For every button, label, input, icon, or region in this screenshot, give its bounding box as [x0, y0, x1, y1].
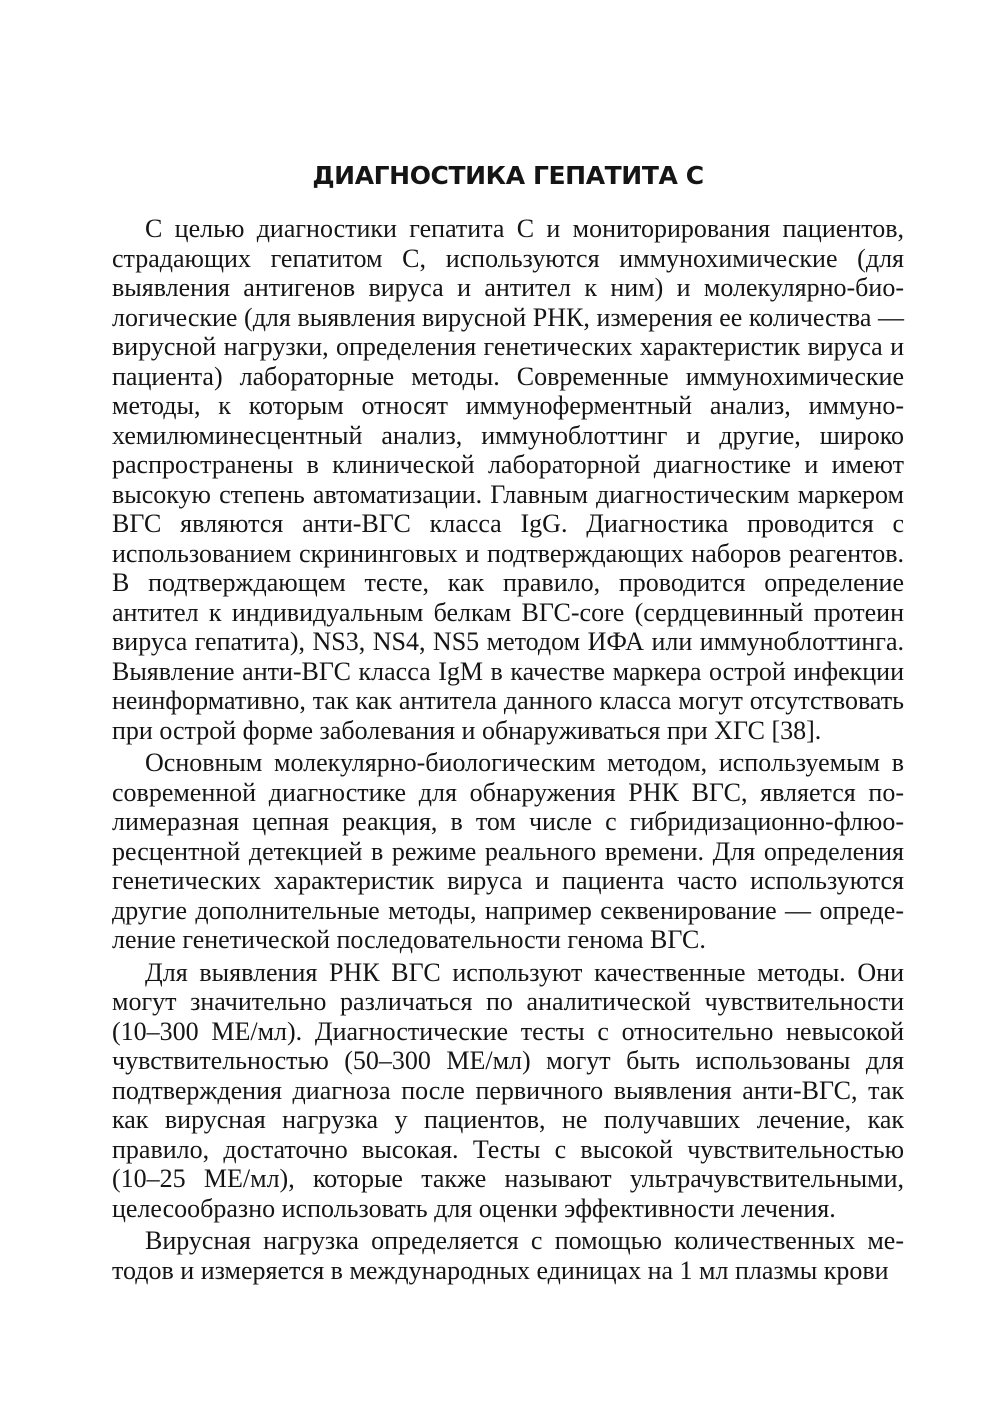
- paragraph-molecular-methods: Основным молекулярно-биологическим методом, используемым в современной диагностике для обнаружения РНК ВГС, является полимеразная цепная реакция, в том числе с гибридизационно-флюоресцентной детекцией в режиме реального времени. Для определения генетических характеристик вируса и пациента часто используются другие дополнительные методы, например секвенирование — определение генетической последовательности генома ВГС.: [112, 748, 904, 954]
- document-page: [112, 160, 904, 1285]
- paragraph-qualitative-methods: Для выявления РНК ВГС используют качественные методы. Они могут значительно различаться по аналитической чувствительности (10–300 МЕ/мл). Диагностические тесты с относительно невысокой чувствительностью (50–300 МЕ/мл) могут быть использованы для подтверждения диагноза после первичного выявления анти-ВГС, так как вирусная нагрузка у пациентов, не получавших лечение, как правило, достаточно высокая. Тесты с высокой чувствительностью (10–25 МЕ/мл), которые также называют ультрачувствительными, целесообразно использовать для оценки эффективности лечения.: [112, 957, 904, 1223]
- paragraph-viral-load: Вирусная нагрузка определяется с помощью количественных методов и измеряется в международных единицах на 1 мл плазмы крови: [112, 1226, 904, 1285]
- page-title: ДИАГНОСТИКА ГЕПАТИТА С: [312, 161, 704, 190]
- paragraph-immunochemical-methods: С целью диагностики гепатита С и мониторирования пациентов, страдающих гепатитом С, используются иммунохимические (для выявления антигенов вируса и антител к ним) и молекулярно-биологические (для выявления вирусной РНК, измерения ее количества — вирусной нагрузки, определения генетических характеристик вируса и пациента) лабораторные методы. Современные иммунохимические методы, к которым относят иммуноферментный анализ, иммунохемилюминесцентный анализ, иммуноблоттинг и другие, широко распространены в клинической лабораторной диагностике и имеют высокую степень автоматизации. Главным диагностическим маркером ВГС являются анти-ВГС класса IgG. Диагностика проводится с использованием скрининговых и подтверждающих наборов реагентов. В подтверждающем тесте, как правило, проводится определение антител к индивидуальным белкам ВГС-core (сердцевинный протеин вируса гепатита), NS3, NS4, NS5 методом ИФА или иммуноблоттинга. Выявление анти-ВГС класса IgM в качестве маркера острой инфекции неинформативно, так как антитела данного класса могут отсутствовать при острой форме заболевания и обнаруживаться при ХГС [38].: [112, 214, 904, 745]
